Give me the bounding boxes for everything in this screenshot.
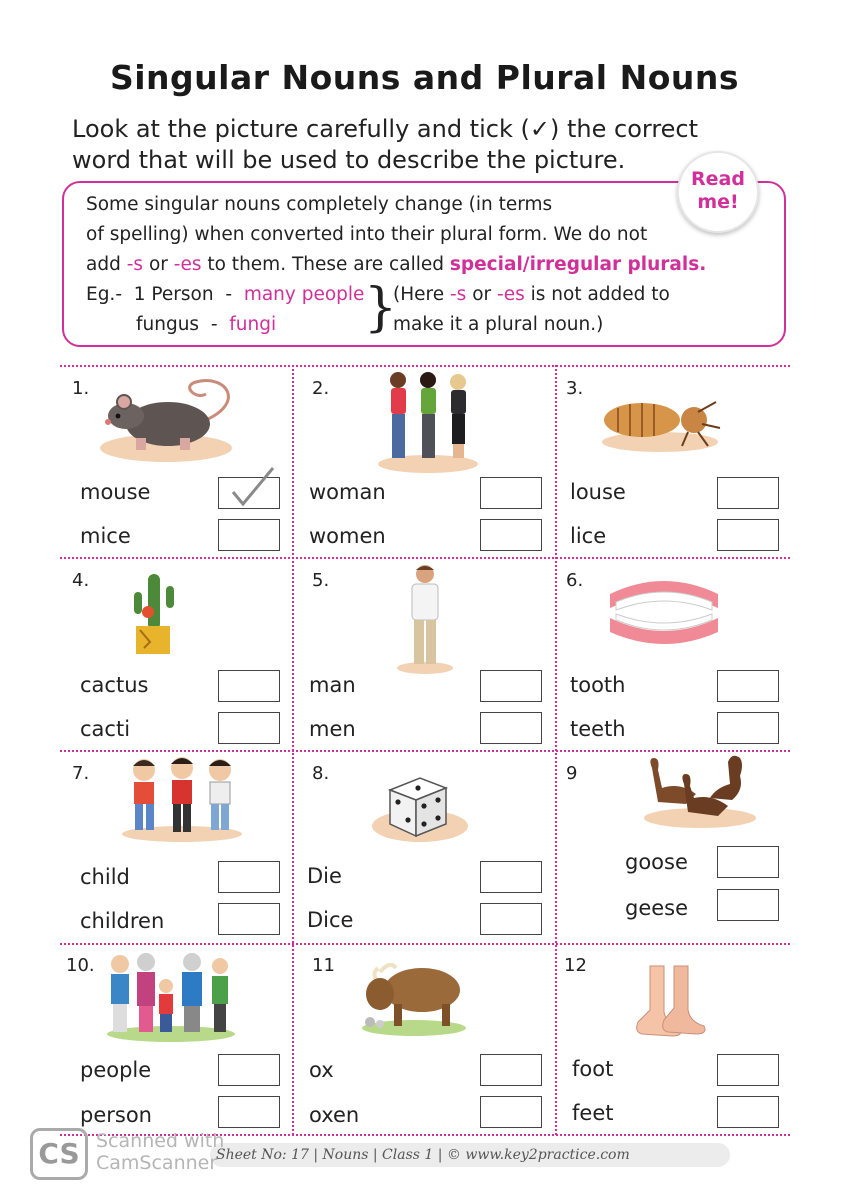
example-line1 (86, 284, 364, 305)
word-singular: ox (309, 1058, 334, 1082)
footer: Sheet No: 17 | Nouns | Class 1 | © www.key2practice.com (210, 1143, 730, 1167)
read-me-badge (677, 151, 759, 233)
answer-box[interactable] (480, 670, 542, 702)
word-plural: men (309, 717, 356, 741)
word-singular: mouse (80, 480, 151, 504)
page-title: Singular Nouns and Plural Nouns (109, 58, 740, 97)
camscanner-logo: CS (30, 1128, 88, 1180)
children-picture (120, 754, 244, 842)
here-suffix-es: -es (497, 284, 525, 305)
note-called: to them. These are called (207, 254, 444, 275)
grid-line (60, 557, 790, 559)
grid-divider (555, 365, 557, 1135)
word-plural: geese (625, 896, 689, 920)
word-singular: tooth (570, 673, 626, 697)
word-plural: teeth (570, 717, 626, 741)
word-plural: children (80, 909, 165, 933)
word-singular: child (80, 865, 130, 889)
man-picture (394, 562, 456, 676)
rat-picture (96, 372, 236, 464)
answer-box[interactable] (717, 846, 779, 878)
answer-box[interactable] (717, 477, 779, 509)
example1-singular: 1 Person (133, 284, 214, 305)
note-add: add (86, 254, 121, 275)
word-plural: feet (572, 1101, 614, 1125)
instruction-line1-b: the correct (566, 115, 699, 143)
answer-box[interactable] (218, 519, 280, 551)
answer-box[interactable] (480, 1096, 542, 1128)
answer-box[interactable] (218, 1054, 280, 1086)
brace: } (364, 278, 398, 338)
word-plural: mice (80, 524, 131, 548)
answer-box[interactable] (717, 1054, 779, 1086)
example-line2 (136, 314, 276, 335)
suffix-s: -s (126, 254, 144, 275)
answer-box[interactable] (218, 1096, 280, 1128)
example1-plural: many people (243, 284, 365, 305)
answer-box[interactable] (480, 1054, 542, 1086)
family-picture (104, 950, 238, 1042)
note-line3 (86, 254, 706, 275)
note-line2: of spelling) when converted into their plural form. We do not (86, 224, 648, 245)
item-number: 10. (66, 955, 95, 976)
item-number: 8. (312, 763, 330, 784)
example2-singular: fungus (136, 314, 200, 335)
answer-box[interactable] (218, 861, 280, 893)
item-number: 11 (312, 955, 335, 976)
geese-picture (640, 754, 760, 830)
word-plural: cacti (80, 717, 131, 741)
answer-box[interactable] (717, 889, 779, 921)
tick-symbol: (✓) (520, 115, 560, 143)
item-number: 4. (72, 570, 90, 591)
read-me-line2: me! (697, 191, 739, 213)
example2-dash: - (210, 314, 218, 335)
word-singular: cactus (80, 673, 149, 697)
answer-box[interactable] (480, 712, 542, 744)
word-plural: oxen (309, 1103, 360, 1127)
word-plural: Dice (307, 908, 354, 932)
camscanner-watermark (96, 1130, 224, 1174)
suffix-es: -es (173, 254, 202, 275)
note-or: or (148, 254, 168, 275)
teeth-picture (604, 574, 724, 650)
here-b: is not added to (530, 284, 670, 305)
word-plural: lice (570, 524, 607, 548)
eg-label: Eg.- (86, 284, 122, 305)
word-singular: people (80, 1058, 152, 1082)
instruction-line2: word that will be used to describe the picture. (72, 146, 626, 174)
answer-box[interactable] (218, 670, 280, 702)
here-a: (Here (393, 284, 445, 305)
item-number: 2. (312, 378, 330, 399)
answer-box[interactable] (717, 519, 779, 551)
feet-picture (630, 962, 714, 1042)
example1-dash: - (225, 284, 233, 305)
three-women-picture (376, 368, 480, 474)
cactus-picture (128, 568, 178, 660)
example2-plural: fungi (229, 314, 277, 335)
special-plurals: special/irregular plurals. (449, 254, 707, 275)
answer-box[interactable] (218, 477, 280, 509)
watermark-line1: Scanned with (96, 1130, 225, 1152)
answer-box[interactable] (218, 903, 280, 935)
item-number: 3. (566, 378, 584, 399)
instruction-line1-a: Look at the picture carefully and tick (72, 115, 513, 143)
answer-box[interactable] (717, 1096, 779, 1128)
item-number: 5. (312, 570, 330, 591)
die-picture (370, 770, 470, 846)
read-me-line1: Read (691, 168, 745, 190)
note-line1: Some singular nouns completely change (in terms (86, 194, 553, 215)
answer-box[interactable] (480, 861, 542, 893)
word-plural: person (80, 1103, 152, 1127)
grid-line (60, 943, 790, 945)
grid-divider (292, 365, 294, 1135)
word-singular: louse (570, 480, 626, 504)
here-line2: make it a plural noun.) (393, 314, 604, 335)
ox-picture (350, 950, 470, 1036)
item-number: 1. (72, 378, 90, 399)
word-singular: foot (572, 1057, 614, 1081)
word-singular: Die (307, 864, 342, 888)
grid-line (60, 365, 790, 367)
answer-box[interactable] (218, 712, 280, 744)
here-suffix-s: -s (449, 284, 467, 305)
grid-line (60, 750, 790, 752)
item-number: 12 (564, 955, 587, 976)
word-singular: man (309, 673, 356, 697)
answer-box[interactable] (480, 477, 542, 509)
item-number: 6. (566, 570, 584, 591)
here-line1 (393, 284, 670, 305)
word-singular: woman (309, 480, 386, 504)
check-mark-icon (225, 464, 285, 508)
word-plural: women (309, 524, 386, 548)
here-or: or (472, 284, 492, 305)
answer-box[interactable] (717, 670, 779, 702)
word-singular: goose (625, 850, 688, 874)
answer-box[interactable] (480, 519, 542, 551)
answer-box[interactable] (717, 712, 779, 744)
item-number: 7. (72, 763, 90, 784)
watermark-line2: CamScanner (96, 1152, 218, 1174)
louse-picture (598, 392, 728, 456)
answer-box[interactable] (480, 903, 542, 935)
item-number: 9 (566, 763, 578, 784)
